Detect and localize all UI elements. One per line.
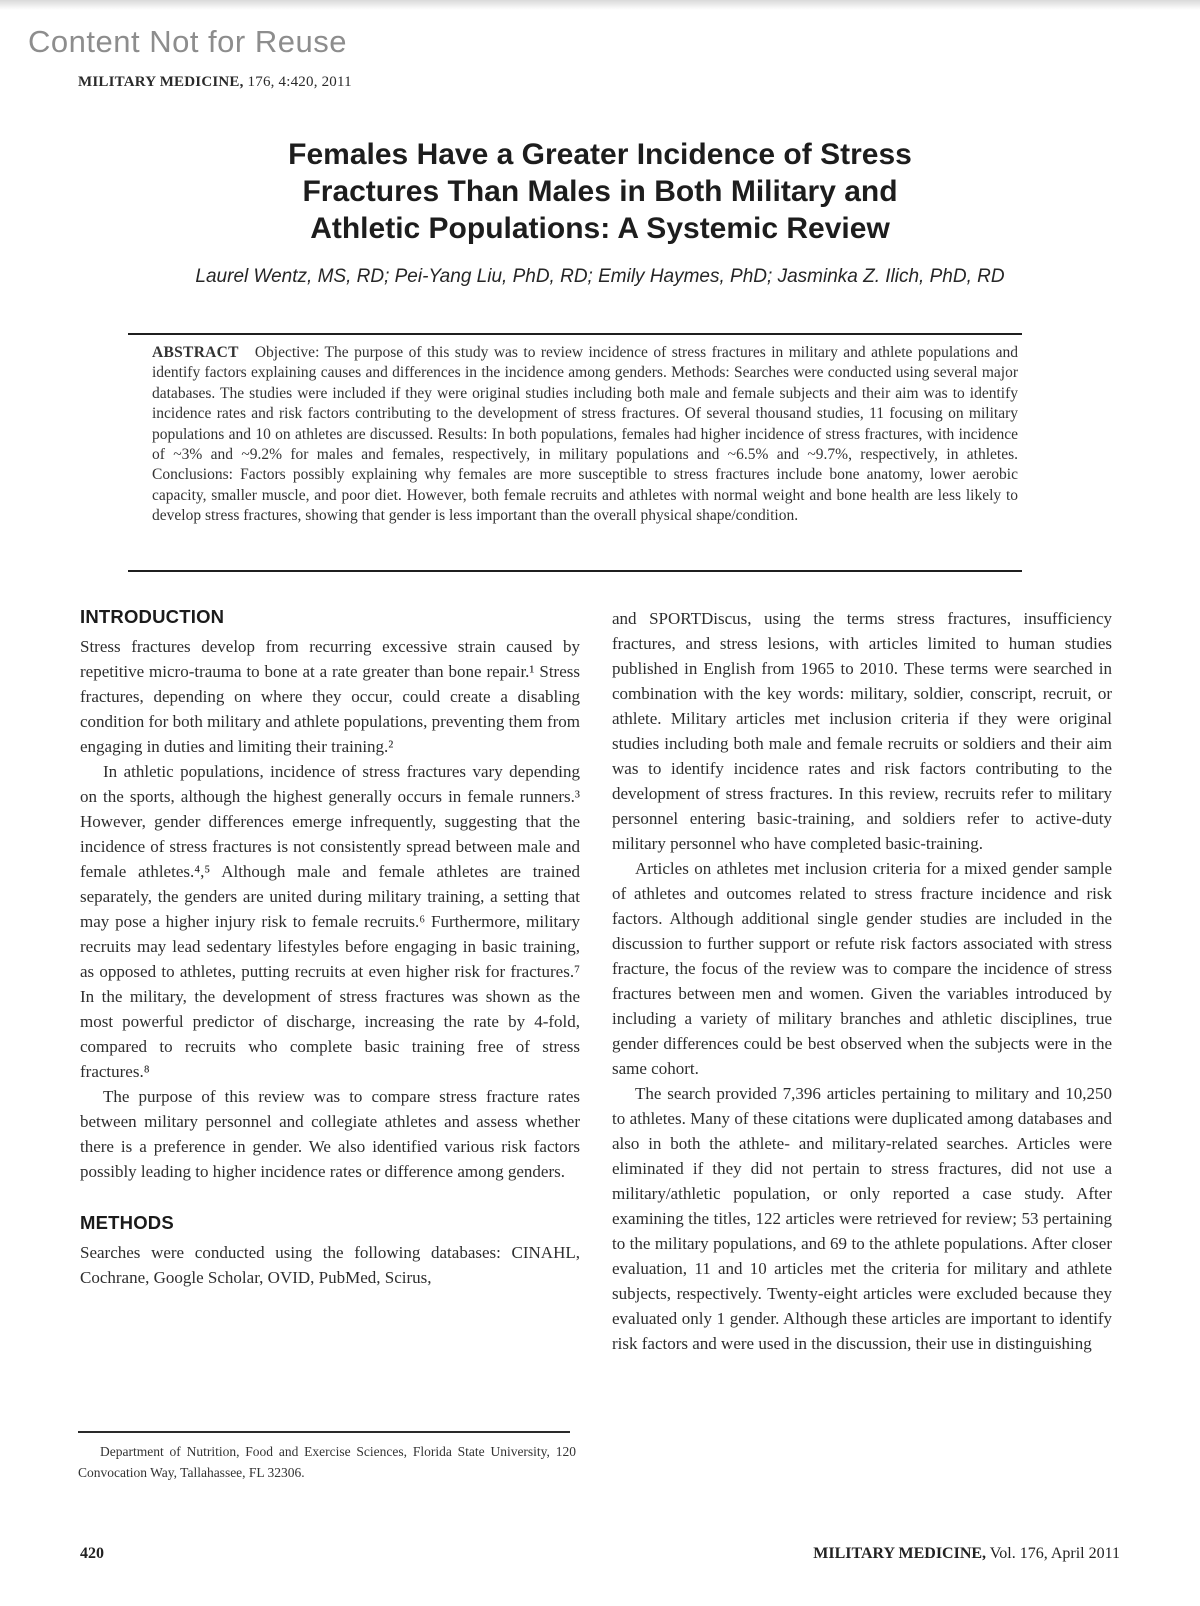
page-title <box>0 136 1200 247</box>
right-column-paragraph-3: The search provided 7,396 articles pertaining to military and 10,250 to athletes. Many of these citations were duplicated among databases and also in both the athlete- and military-related searches. Articles were eliminated if they did not pertain to stress fractures, did not use a military/athletic population, or only reported a case study. After examining the titles, 122 articles were retrieved for review; 53 pertaining to the military populations, and 69 to the athlete populations. After closer evaluation, 11 and 10 articles met the criteria for military and athlete subjects, respectively. Twenty-eight articles were excluded because they evaluated only 1 gender. Although these articles are important to identify risk factors and were used in the discussion, their use in distinguishing <box>612 1084 1112 1353</box>
footer-journal-citation <box>813 1545 1120 1563</box>
title-line-2: Fractures Than Males in Both Military and <box>302 175 898 208</box>
right-column <box>612 606 1112 1356</box>
scan-edge-artifact <box>0 0 1200 10</box>
author-byline: Laurel Wentz, MS, RD; Pei-Yang Liu, PhD, RD; Emily Haymes, PhD; Jasminka Z. Ilich, PhD, RD <box>195 266 1005 287</box>
footer-journal-issue: Vol. 176, April 2011 <box>986 1545 1120 1562</box>
journal-citation-header <box>78 74 352 91</box>
abstract-section <box>152 343 1018 527</box>
footnote-divider <box>78 1431 570 1433</box>
journal-name: MILITARY MEDICINE, <box>78 74 244 90</box>
methods-paragraph-1: Searches were conducted using the following databases: CINAHL, Cochrane, Google Scholar, OVID, PubMed, Scirus, <box>80 1243 580 1287</box>
main-columns <box>80 606 1112 1356</box>
abstract-label: ABSTRACT <box>152 344 239 361</box>
watermark-text: Content Not for Reuse <box>28 24 347 59</box>
introduction-paragraph-2: In athletic populations, incidence of stress fractures vary depending on the sports, although the highest generally occurs in female runners.³ However, gender differences emerge infrequently, suggesting that the incidence of stress fractures is not consistently spread between male and female athletes.⁴,⁵ Although male and female athletes are trained separately, the genders are united during military training, a setting that may pose a higher injury risk to female recruits.⁶ Furthermore, military recruits may lead sedentary lifestyles before engaging in basic training, as opposed to athletes, putting recruits at even higher risk for fractures.⁷ In the military, the development of stress fractures was shown as the most powerful predictor of discharge, increasing the rate by 4-fold, compared to recruits who complete basic training free of stress fractures.⁸ <box>80 762 580 1081</box>
right-column-paragraph-1: and SPORTDiscus, using the terms stress fractures, insufficiency fractures, and stress lesions, with articles limited to human studies published in English from 1965 to 2010. These terms were searched in combination with the key words: military, soldier, conscript, recruit, or athlete. Military articles met inclusion criteria if they were original studies including both male and female recruits or soldiers and their aim was to identify incidence rates and risk factors contributing to the development of stress fractures. In this review, recruits refer to military personnel entering basic-training, and soldiers refer to active-duty military personnel who have completed basic-training. <box>612 609 1112 853</box>
author-affiliation-footnote: Department of Nutrition, Food and Exercise Sciences, Florida State University, 120 Convocation Way, Tallahassee, FL 32306. <box>78 1444 576 1480</box>
journal-issue: 176, 4:420, 2011 <box>243 74 352 90</box>
page-footer <box>80 1545 1120 1563</box>
abstract-divider-bottom <box>128 570 1022 572</box>
introduction-heading: INTRODUCTION <box>80 606 225 627</box>
footer-journal-name: MILITARY MEDICINE, <box>813 1545 987 1562</box>
introduction-paragraph-1: Stress fractures develop from recurring excessive strain caused by repetitive micro-trauma to bone at a rate greater than bone repair.¹ Stress fractures, depending on where they occur, could create a disabling condition for both military and athlete populations, preventing them from engaging in duties and limiting their training.² <box>80 637 580 756</box>
methods-heading: METHODS <box>80 1212 174 1233</box>
title-line-3: Athletic Populations: A Systemic Review <box>310 212 890 245</box>
abstract-divider-top <box>128 333 1022 335</box>
abstract-text: Objective: The purpose of this study was to review incidence of stress fractures in military and athlete populations and identify factors explaining causes and differences in the incidence among genders. Methods: Searches were conducted using several major databases. The studies were included if they were original studies including both male and female subjects and their aim was to identify incidence rates and risk factors contributing to the development of stress fractures. Of several thousand studies, 11 focusing on military populations and 10 on athletes are discussed. Results: In both populations, females had higher incidence of stress fractures, with incidence of ~3% and ~9.2% for males and females, respectively, in military populations and ~6.5% and ~9.7%, respectively, in athletes. Conclusions: Factors possibly explaining why females are more susceptible to stress fractures include bone anatomy, lower aerobic capacity, smaller muscle, and poor diet. However, both female recruits and athletes with normal weight and bone health are less likely to develop stress fractures, showing that gender is less important than the overall physical shape/condition. <box>152 344 1018 525</box>
page-number: 420 <box>80 1545 104 1562</box>
title-line-1: Females Have a Greater Incidence of Stress <box>288 138 912 171</box>
left-column <box>80 606 580 1356</box>
introduction-paragraph-3: The purpose of this review was to compare stress fracture rates between military personnel and collegiate athletes and assess whether there is a preference in gender. We also identified various risk factors possibly leading to higher incidence rates or difference among genders. <box>80 1087 580 1181</box>
right-column-paragraph-2: Articles on athletes met inclusion criteria for a mixed gender sample of athletes and outcomes related to stress fracture incidence and risk factors. Although additional single gender studies are included in the discussion to further support or refute risk factors associated with stress fracture, the focus of the review was to compare the incidence of stress fractures between men and women. Given the variables introduced by including a variety of military branches and athletic disciplines, true gender differences could be best observed when the subjects were in the same cohort. <box>612 859 1112 1078</box>
